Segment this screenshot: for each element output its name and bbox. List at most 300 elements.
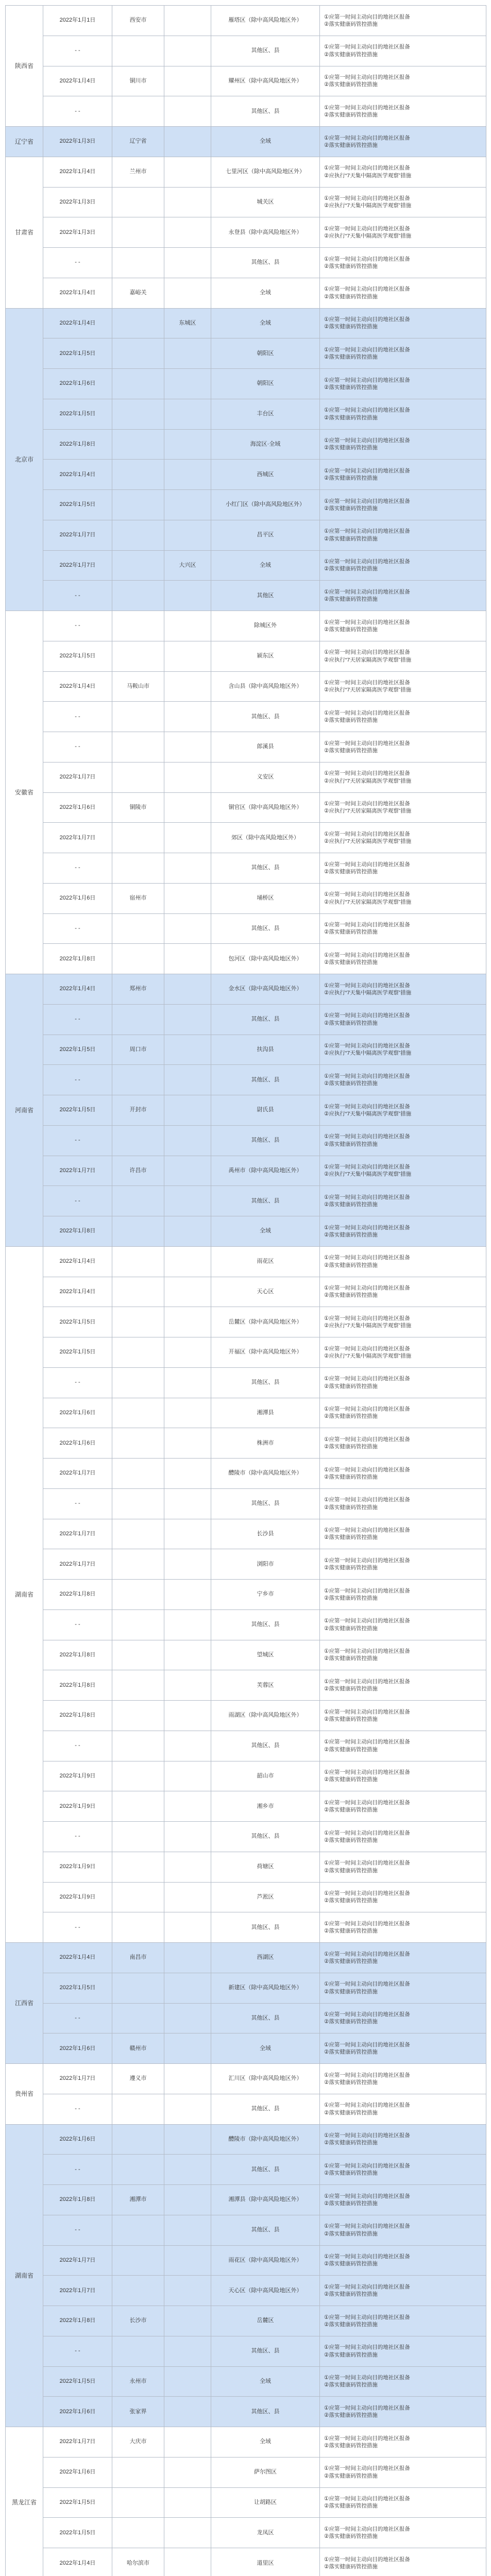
area-cell: 海淀区·全域 xyxy=(211,429,320,460)
table-row xyxy=(6,2397,486,2427)
date-cell: 2022年1月5日 xyxy=(43,399,112,429)
district-cell xyxy=(164,1822,211,1852)
date-cell: - - xyxy=(43,2155,112,2185)
district-cell xyxy=(164,127,211,157)
province-cell: 江西省 xyxy=(6,1943,43,2064)
date-cell: 2022年1月6日 xyxy=(43,2124,112,2155)
area-cell: 其他区、县 xyxy=(211,2397,320,2427)
area-cell: 岳麓区 xyxy=(211,2306,320,2336)
area-cell: 宁乡市 xyxy=(211,1580,320,1610)
district-cell xyxy=(164,2518,211,2548)
city-cell: 遵义市 xyxy=(112,2064,164,2094)
district-cell xyxy=(164,2487,211,2518)
area-cell: 禹州市（除中高风险地区外） xyxy=(211,1156,320,1186)
policy-cell: ①应第一时间主动向目的地社区报备 ②落实健康码管控措施 xyxy=(320,338,486,369)
city-cell: 张家界 xyxy=(112,2397,164,2427)
table-row xyxy=(6,1459,486,1489)
city-cell: 马鞍山市 xyxy=(112,671,164,702)
area-cell: 浏阳市 xyxy=(211,1549,320,1580)
area-cell: 其他区、县 xyxy=(211,96,320,127)
area-cell: 其他区 xyxy=(211,581,320,611)
district-cell xyxy=(164,1156,211,1186)
policy-cell: ①应第一时间主动向目的地社区报备 ②应执行“7天集中隔离医学观察”措施 xyxy=(320,1307,486,1337)
policy-cell: ①应第一时间主动向目的地社区报备 ②落实健康码管控措施 xyxy=(320,490,486,520)
city-cell xyxy=(112,1277,164,1307)
table-row xyxy=(6,1973,486,2003)
district-cell xyxy=(164,2548,211,2576)
city-cell xyxy=(112,1186,164,1216)
policy-cell: ①应第一时间主动向目的地社区报备 ②应执行“7天居家隔离医学观察”措施 xyxy=(320,762,486,792)
policy-cell: ①应第一时间主动向目的地社区报备 ②应执行“7天集中隔离医学观察”措施 xyxy=(320,1337,486,1368)
district-cell xyxy=(164,2215,211,2245)
city-cell xyxy=(112,490,164,520)
table-row xyxy=(6,883,486,913)
date-cell: 2022年1月4日 xyxy=(43,1246,112,1277)
table-row xyxy=(6,1761,486,1791)
district-cell xyxy=(164,1731,211,1761)
date-cell: - - xyxy=(43,2215,112,2245)
city-cell: 湘潭市 xyxy=(112,2185,164,2215)
date-cell: - - xyxy=(43,1065,112,1095)
date-cell: 2022年1月7日 xyxy=(43,520,112,550)
table-row xyxy=(6,1186,486,1216)
city-cell: 永州市 xyxy=(112,2366,164,2397)
district-cell xyxy=(164,1428,211,1459)
table-row xyxy=(6,2185,486,2215)
city-cell xyxy=(112,2518,164,2548)
area-cell: 城关区 xyxy=(211,187,320,217)
city-cell xyxy=(112,1822,164,1852)
date-cell: - - xyxy=(43,1609,112,1640)
city-cell xyxy=(112,1367,164,1398)
area-cell: 道里区 xyxy=(211,2548,320,2576)
date-cell: - - xyxy=(43,732,112,762)
city-cell xyxy=(112,1882,164,1912)
table-row xyxy=(6,1216,486,1247)
date-cell: 2022年1月4日 xyxy=(43,308,112,338)
table-row xyxy=(6,1307,486,1337)
city-cell xyxy=(112,460,164,490)
table-row xyxy=(6,1095,486,1126)
district-cell xyxy=(164,2185,211,2215)
table-row xyxy=(6,66,486,96)
city-cell xyxy=(112,581,164,611)
date-cell: - - xyxy=(43,2336,112,2366)
date-cell: 2022年1月7日 xyxy=(43,1156,112,1186)
area-cell: 其他区、县 xyxy=(211,1125,320,1156)
city-cell xyxy=(112,1912,164,1943)
policy-cell: ①应第一时间主动向目的地社区报备 ②应执行“7天居家隔离医学观察”措施 xyxy=(320,792,486,823)
date-cell: 2022年1月9日 xyxy=(43,1791,112,1822)
district-cell xyxy=(164,702,211,732)
policy-cell: ①应第一时间主动向目的地社区报备 ②落实健康码管控措施 xyxy=(320,2518,486,2548)
policy-cell: ①应第一时间主动向目的地社区报备 ②落实健康码管控措施 xyxy=(320,2427,486,2458)
city-cell: 南昌市 xyxy=(112,1943,164,1973)
city-cell xyxy=(112,36,164,66)
city-cell xyxy=(112,369,164,399)
policy-cell: ①应第一时间主动向目的地社区报备 ②落实健康码管控措施 xyxy=(320,1246,486,1277)
date-cell: 2022年1月6日 xyxy=(43,792,112,823)
district-cell xyxy=(164,157,211,187)
date-cell: 2022年1月7日 xyxy=(43,2064,112,2094)
policy-cell: ①应第一时间主动向目的地社区报备 ②落实健康码管控措施 xyxy=(320,1580,486,1610)
district-cell xyxy=(164,96,211,127)
date-cell: 2022年1月6日 xyxy=(43,369,112,399)
table-row xyxy=(6,1004,486,1035)
date-cell: 2022年1月7日 xyxy=(43,2276,112,2306)
area-cell: 龙凤区 xyxy=(211,2518,320,2548)
date-cell: 2022年1月6日 xyxy=(43,2397,112,2427)
city-cell xyxy=(112,1731,164,1761)
area-cell: 金水区（除中高风险地区外） xyxy=(211,974,320,1005)
date-cell: 2022年1月4日 xyxy=(43,157,112,187)
policy-cell: ①应第一时间主动向目的地社区报备 ②落实健康码管控措施 xyxy=(320,1822,486,1852)
city-cell xyxy=(112,2155,164,2185)
policy-cell: ①应第一时间主动向目的地社区报备 ②落实健康码管控措施 xyxy=(320,1761,486,1791)
policy-cell: ①应第一时间主动向目的地社区报备 ②落实健康码管控措施 xyxy=(320,308,486,338)
city-cell: 嘉峪关 xyxy=(112,278,164,308)
city-cell xyxy=(112,944,164,974)
area-cell: 其他区、县 xyxy=(211,1822,320,1852)
province-cell: 陕西省 xyxy=(6,6,43,127)
date-cell: - - xyxy=(43,1367,112,1398)
district-cell xyxy=(164,2124,211,2155)
district-cell xyxy=(164,248,211,278)
policy-cell: ①应第一时间主动向目的地社区报备 ②落实健康码管控措施 xyxy=(320,1216,486,1247)
district-cell xyxy=(164,2094,211,2124)
policy-cell: ①应第一时间主动向目的地社区报备 ②落实健康码管控措施 xyxy=(320,1186,486,1216)
area-cell: 丰台区 xyxy=(211,399,320,429)
policy-cell: ①应第一时间主动向目的地社区报备 ②落实健康码管控措施 xyxy=(320,1701,486,1731)
district-cell xyxy=(164,1549,211,1580)
district-cell xyxy=(164,1035,211,1065)
area-cell: 小红门区（除中高风险地区外） xyxy=(211,490,320,520)
table-row xyxy=(6,2487,486,2518)
policy-cell: ①应第一时间主动向目的地社区报备 ②应执行“7天居家隔离医学观察”措施 xyxy=(320,641,486,671)
table-row xyxy=(6,1125,486,1156)
area-cell: 郊区（除中高风险地区外） xyxy=(211,823,320,853)
table-row xyxy=(6,278,486,308)
date-cell: 2022年1月6日 xyxy=(43,2457,112,2487)
area-cell: 埇桥区 xyxy=(211,883,320,913)
table-row xyxy=(6,1035,486,1065)
policy-cell: ①应第一时间主动向目的地社区报备 ②落实健康码管控措施 xyxy=(320,1609,486,1640)
date-cell: 2022年1月5日 xyxy=(43,2366,112,2397)
policy-cell: ①应第一时间主动向目的地社区报备 ②落实健康码管控措施 xyxy=(320,1367,486,1398)
policy-cell: ①应第一时间主动向目的地社区报备 ②落实健康码管控措施 xyxy=(320,2397,486,2427)
city-cell xyxy=(112,520,164,550)
table-row xyxy=(6,581,486,611)
area-cell: 朝阳区 xyxy=(211,369,320,399)
table-row xyxy=(6,1701,486,1731)
city-cell: 哈尔滨市 xyxy=(112,2548,164,2576)
district-cell xyxy=(164,36,211,66)
date-cell: 2022年1月7日 xyxy=(43,2427,112,2458)
table-row xyxy=(6,1065,486,1095)
district-cell xyxy=(164,1519,211,1549)
table-row xyxy=(6,732,486,762)
policy-cell: ①应第一时间主动向目的地社区报备 ②落实健康码管控措施 xyxy=(320,702,486,732)
table-row xyxy=(6,702,486,732)
district-cell xyxy=(164,1943,211,1973)
date-cell: 2022年1月7日 xyxy=(43,823,112,853)
table-row xyxy=(6,1428,486,1459)
city-cell xyxy=(112,2124,164,2155)
district-cell xyxy=(164,2064,211,2094)
policy-cell: ①应第一时间主动向目的地社区报备 ②落实健康码管控措施 xyxy=(320,2336,486,2366)
date-cell: 2022年1月4日 xyxy=(43,974,112,1005)
date-cell: 2022年1月7日 xyxy=(43,1519,112,1549)
date-cell: 2022年1月4日 xyxy=(43,66,112,96)
city-cell: 辽宁省 xyxy=(112,127,164,157)
province-cell: 辽宁省 xyxy=(6,127,43,157)
city-cell: 大庆市 xyxy=(112,2427,164,2458)
table-row xyxy=(6,2124,486,2155)
table-row xyxy=(6,96,486,127)
table-row xyxy=(6,2427,486,2458)
table-row xyxy=(6,399,486,429)
date-cell: 2022年1月3日 xyxy=(43,187,112,217)
district-cell xyxy=(164,853,211,884)
table-row xyxy=(6,1156,486,1186)
table-row xyxy=(6,1943,486,1973)
date-cell: - - xyxy=(43,2003,112,2033)
province-cell: 湖南省 xyxy=(6,2124,43,2427)
city-cell xyxy=(112,1549,164,1580)
district-cell xyxy=(164,1186,211,1216)
area-cell: 全域 xyxy=(211,2366,320,2397)
city-cell xyxy=(112,2003,164,2033)
table-row xyxy=(6,944,486,974)
date-cell: - - xyxy=(43,1822,112,1852)
table-row xyxy=(6,369,486,399)
policy-cell: ①应第一时间主动向目的地社区报备 ②落实健康码管控措施 xyxy=(320,2185,486,2215)
policy-cell: ①应第一时间主动向目的地社区报备 ②落实健康码管控措施 xyxy=(320,581,486,611)
area-cell: 全域 xyxy=(211,2033,320,2064)
area-cell: 全域 xyxy=(211,550,320,581)
date-cell: 2022年1月8日 xyxy=(43,429,112,460)
table-row xyxy=(6,308,486,338)
city-cell xyxy=(112,1428,164,1459)
policy-cell: ①应第一时间主动向目的地社区报备 ②落实健康码管控措施 xyxy=(320,2033,486,2064)
table-row xyxy=(6,974,486,1005)
policy-cell: ①应第一时间主动向目的地社区报备 ②落实健康码管控措施 xyxy=(320,460,486,490)
date-cell: 2022年1月8日 xyxy=(43,944,112,974)
area-cell: 雁塔区（除中高风险地区外） xyxy=(211,6,320,36)
district-cell xyxy=(164,2276,211,2306)
district-cell xyxy=(164,1004,211,1035)
district-cell xyxy=(164,1065,211,1095)
city-cell xyxy=(112,429,164,460)
table-row xyxy=(6,460,486,490)
city-cell: 长沙市 xyxy=(112,2306,164,2336)
city-cell xyxy=(112,338,164,369)
city-cell: 郑州市 xyxy=(112,974,164,1005)
area-cell: 醴陵市（除中高风险地区外） xyxy=(211,2124,320,2155)
date-cell: 2022年1月4日 xyxy=(43,671,112,702)
table-row xyxy=(6,1580,486,1610)
district-cell xyxy=(164,2306,211,2336)
table-row xyxy=(6,2003,486,2033)
table-row xyxy=(6,187,486,217)
district-cell xyxy=(164,1246,211,1277)
date-cell: - - xyxy=(43,36,112,66)
city-cell xyxy=(112,2276,164,2306)
city-cell xyxy=(112,96,164,127)
city-cell xyxy=(112,1973,164,2003)
policy-cell: ①应第一时间主动向目的地社区报备 ②落实健康码管控措施 xyxy=(320,1882,486,1912)
policy-cell: ①应第一时间主动向目的地社区报备 ②应执行“7天集中隔离医学观察”措施 xyxy=(320,187,486,217)
area-cell: 其他区、县 xyxy=(211,1065,320,1095)
date-cell: - - xyxy=(43,1125,112,1156)
area-cell: 新建区（除中高风险地区外） xyxy=(211,1973,320,2003)
table-row xyxy=(6,429,486,460)
policy-cell: ①应第一时间主动向目的地社区报备 ②落实健康码管控措施 xyxy=(320,1488,486,1519)
district-cell: 东城区 xyxy=(164,308,211,338)
date-cell: - - xyxy=(43,913,112,944)
area-cell: 西湖区 xyxy=(211,1943,320,1973)
date-cell: 2022年1月4日 xyxy=(43,1277,112,1307)
area-cell: 除城区外 xyxy=(211,611,320,641)
table-row xyxy=(6,1882,486,1912)
table-row xyxy=(6,1822,486,1852)
table-row xyxy=(6,248,486,278)
district-cell xyxy=(164,883,211,913)
table-row xyxy=(6,2336,486,2366)
table-row xyxy=(6,2245,486,2276)
policy-cell: ①应第一时间主动向目的地社区报备 ②落实健康码管控措施 xyxy=(320,36,486,66)
city-cell xyxy=(112,399,164,429)
district-cell xyxy=(164,1609,211,1640)
table-row xyxy=(6,823,486,853)
city-cell xyxy=(112,1337,164,1368)
district-cell xyxy=(164,1488,211,1519)
district-cell xyxy=(164,429,211,460)
area-cell: 让胡路区 xyxy=(211,2487,320,2518)
policy-cell: ①应第一时间主动向目的地社区报备 ②落实健康码管控措施 xyxy=(320,1519,486,1549)
area-cell: 其他区、县 xyxy=(211,1609,320,1640)
policy-cell: ①应第一时间主动向目的地社区报备 ②落实健康码管控措施 xyxy=(320,6,486,36)
area-cell: 耀州区（除中高风险地区外） xyxy=(211,66,320,96)
date-cell: 2022年1月7日 xyxy=(43,762,112,792)
area-cell: 湘潭县（除中高风险地区外） xyxy=(211,2185,320,2215)
district-cell xyxy=(164,2397,211,2427)
table-row xyxy=(6,762,486,792)
table-row xyxy=(6,1277,486,1307)
district-cell xyxy=(164,671,211,702)
city-cell xyxy=(112,217,164,248)
area-cell: 其他区、县 xyxy=(211,913,320,944)
policy-cell: ①应第一时间主动向目的地社区报备 ②落实健康码管控措施 xyxy=(320,1943,486,1973)
city-cell xyxy=(112,1004,164,1035)
date-cell: 2022年1月7日 xyxy=(43,1459,112,1489)
area-cell: 包河区（除中高风险地区外） xyxy=(211,944,320,974)
district-cell xyxy=(164,66,211,96)
district-cell xyxy=(164,974,211,1005)
area-cell: 雨花区（除中高风险地区外） xyxy=(211,2245,320,2276)
date-cell: 2022年1月8日 xyxy=(43,1216,112,1247)
district-cell xyxy=(164,581,211,611)
table-row xyxy=(6,36,486,66)
table-row xyxy=(6,2215,486,2245)
table-row xyxy=(6,217,486,248)
table-row xyxy=(6,127,486,157)
district-cell xyxy=(164,762,211,792)
date-cell: 2022年1月6日 xyxy=(43,1428,112,1459)
district-cell xyxy=(164,944,211,974)
date-cell: 2022年1月6日 xyxy=(43,883,112,913)
area-cell: 开福区（除中高风险地区外） xyxy=(211,1337,320,1368)
district-cell xyxy=(164,1670,211,1701)
city-cell: 铜川市 xyxy=(112,66,164,96)
city-cell: 铜陵市 xyxy=(112,792,164,823)
area-cell: 其他区、县 xyxy=(211,1186,320,1216)
date-cell: 2022年1月5日 xyxy=(43,641,112,671)
table-row xyxy=(6,2033,486,2064)
city-cell xyxy=(112,1216,164,1247)
city-cell xyxy=(112,1307,164,1337)
city-cell xyxy=(112,1701,164,1731)
district-cell xyxy=(164,217,211,248)
policy-cell: ①应第一时间主动向目的地社区报备 ②落实健康码管控措施 xyxy=(320,2155,486,2185)
table-row xyxy=(6,2094,486,2124)
date-cell: 2022年1月6日 xyxy=(43,2033,112,2064)
policy-cell: ①应第一时间主动向目的地社区报备 ②落实健康码管控措施 xyxy=(320,2215,486,2245)
date-cell: 2022年1月7日 xyxy=(43,2245,112,2276)
date-cell: - - xyxy=(43,853,112,884)
table-row xyxy=(6,520,486,550)
table-row xyxy=(6,1246,486,1277)
area-cell: 全域 xyxy=(211,127,320,157)
table-row xyxy=(6,611,486,641)
area-cell: 雨湖区（除中高风险地区外） xyxy=(211,1701,320,1731)
policy-cell: ①应第一时间主动向目的地社区报备 ②应执行“7天居家隔离医学观察”措施 xyxy=(320,671,486,702)
city-cell: 宿州市 xyxy=(112,883,164,913)
district-cell xyxy=(164,1791,211,1822)
policy-cell: ①应第一时间主动向目的地社区报备 ②落实健康码管控措施 xyxy=(320,1125,486,1156)
district-cell xyxy=(164,1761,211,1791)
province-cell: 贵州省 xyxy=(6,2064,43,2125)
area-cell: 尉氏县 xyxy=(211,1095,320,1126)
province-cell: 安徽省 xyxy=(6,611,43,974)
district-cell xyxy=(164,2155,211,2185)
area-cell: 其他区、县 xyxy=(211,2215,320,2245)
city-cell xyxy=(112,2336,164,2366)
table-row xyxy=(6,641,486,671)
table-row xyxy=(6,1519,486,1549)
policy-cell: ①应第一时间主动向目的地社区报备 ②应执行“7天集中隔离医学观察”措施 xyxy=(320,1156,486,1186)
date-cell: 2022年1月7日 xyxy=(43,550,112,581)
area-cell: 其他区、县 xyxy=(211,1367,320,1398)
area-cell: 其他区、县 xyxy=(211,2094,320,2124)
date-cell: - - xyxy=(43,1912,112,1943)
table-row xyxy=(6,1549,486,1580)
table-row xyxy=(6,1609,486,1640)
date-cell: 2022年1月8日 xyxy=(43,2306,112,2336)
area-cell: 其他区、县 xyxy=(211,2003,320,2033)
policy-cell: ①应第一时间主动向目的地社区报备 ②落实健康码管控措施 xyxy=(320,1459,486,1489)
district-cell xyxy=(164,732,211,762)
area-cell: 天心区 xyxy=(211,1277,320,1307)
area-cell: 全域 xyxy=(211,2427,320,2458)
district-cell xyxy=(164,460,211,490)
area-cell: 其他区、县 xyxy=(211,2336,320,2366)
policy-cell: ①应第一时间主动向目的地社区报备 ②落实健康码管控措施 xyxy=(320,1428,486,1459)
area-cell: 其他区、县 xyxy=(211,853,320,884)
policy-cell: ①应第一时间主动向目的地社区报备 ②落实健康码管控措施 xyxy=(320,399,486,429)
table-row xyxy=(6,2518,486,2548)
table-row xyxy=(6,338,486,369)
